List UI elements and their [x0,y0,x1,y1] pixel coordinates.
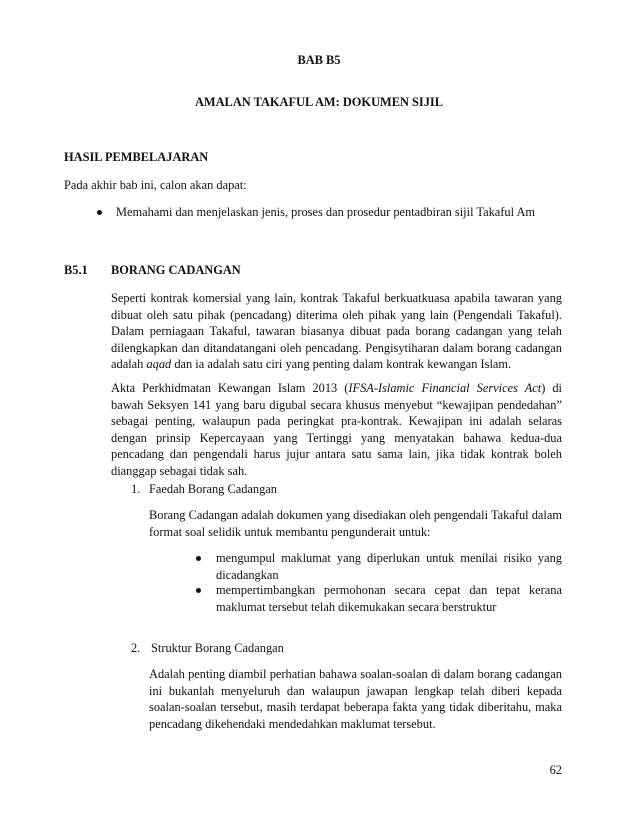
subsection-2-number: 2. [131,641,141,655]
page-number: 62 [549,763,562,777]
para1-italic-term: aqad [146,357,172,371]
section-paragraph-1 [111,290,562,373]
bullet-icon [196,556,201,561]
outcomes-intro: Pada akhir bab ini, calon akan dapat: [64,178,247,192]
section-title: BORANG CADANGAN [111,263,241,277]
subsection-1-bullet: mengumpul maklumat yang diperlukan untuk menilai risiko yang dicadangkan [216,551,562,582]
para2-text: Akta Perkhidmatan Kewangan Islam 2013 ( [111,381,349,395]
subsection-1-paragraph: Borang Cadangan adalah dokumen yang disediakan oleh pengendali Takaful dalam format soal selidik untuk membantu pengunderait untuk: [149,508,562,539]
subsection-1-bullet: mempertimbangkan permohonan secara cepat dan tepat kerana maklumat tersebut telah dikemukakan secara berstruktur [216,583,562,614]
bullet-icon [97,210,102,215]
bullet-icon [196,588,201,593]
outcome-item: Memahami dan menjelaskan jenis, proses dan prosedur pentadbiran sijil Takaful Am [116,205,536,219]
para2-text-end: ) di bawah Seksyen 141 yang baru digubal secara khusus menyebut “kewajipan pendedahan” sebagai penting, walaupun pada peringkat pra-kontrak. Kewajipan ini adalah selaras dengan prinsip Kepercayaan yang Tertinggi yang menyatakan bahawa kedua-dua pencadang dan pengendali harus jujur antara satu sama lain, jika tidak kontrak boleh dianggap sebagai tidak sah. [111,381,562,478]
subsection-1-title: Faedah Borang Cadangan [149,482,277,496]
section-number: B5.1 [64,263,88,277]
subsection-2-title: Struktur Borang Cadangan [151,641,284,655]
outcomes-heading: HASIL PEMBELAJARAN [64,150,209,164]
chapter-title: AMALAN TAKAFUL AM: DOKUMEN SIJIL [194,95,444,109]
subsection-1-number: 1. [131,482,141,496]
section-paragraph-2 [111,380,562,479]
para1-text: Seperti kontrak komersial yang lain, kontrak Takaful berkuatkuasa apabila tawaran yang dibuat oleh satu pihak (pencadang) diterima oleh pihak yang lain (Pengendali Takaful). Dalam perniagaan Takaful, tawaran biasanya dibuat pada borang cadangan yang telah dilengkapkan dan ditandatangani oleh pencadang. Pengisytiharan dalam borang cadangan adalah [111,291,562,371]
chapter-number: BAB B5 [297,53,341,67]
para2-italic-term: IFSA-Islamic Financial Services Act [348,381,542,395]
subsection-2-paragraph: Adalah penting diambil perhatian bahawa soalan-soalan di dalam borang cadangan ini bukanlah menyeluruh dan walaupun jawapan lengkap telah diberi kepada soalan-soalan tersebut, masih terdapat beberapa fakta yang tidak diberitahu, maka pencadang dikehendaki mendedahkan maklumat tersebut. [149,667,562,731]
para1-text-end: dan ia adalah satu ciri yang penting dalam kontrak kewangan Islam. [171,357,512,371]
